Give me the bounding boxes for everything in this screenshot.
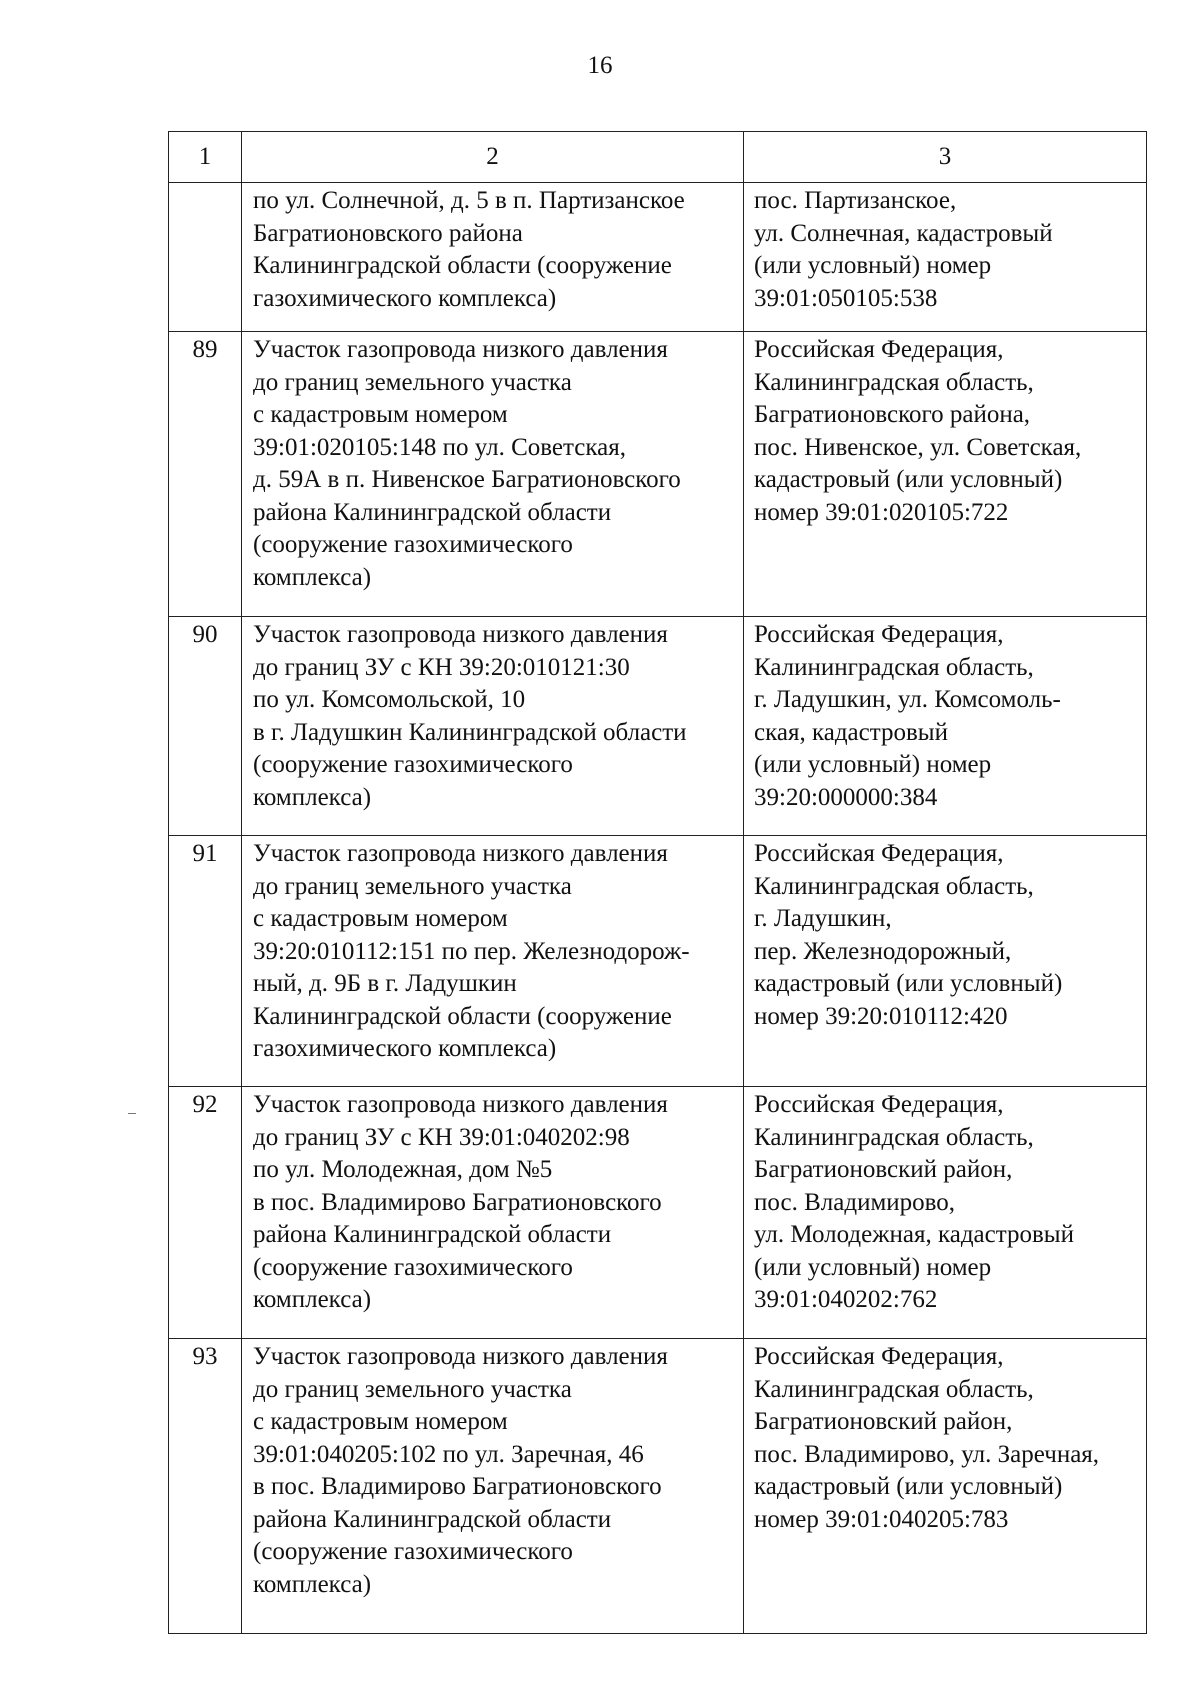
description-line: Участок газопровода низкого давления (253, 1091, 668, 1118)
address-line: Российская Федерация, (754, 1091, 1004, 1118)
address-line: Калининградская область, (754, 1123, 1034, 1151)
description-line: Участок газопровода низкого давления (253, 336, 668, 363)
description-line: Калининградской области (сооружение (253, 252, 672, 279)
description-line: по ул. Комсомольской, 10 (253, 686, 526, 713)
description-line: 39:20:010112:151 по пер. Железнодорож- (253, 937, 690, 965)
object-address (744, 1087, 1147, 1339)
description-line: Участок газопровода низкого давления (253, 621, 668, 648)
description-line: комплекса) (253, 1570, 372, 1598)
description-line: 39:01:040205:102 по ул. Заречная, 46 (253, 1440, 644, 1468)
description-line: (сооружение газохимического (253, 751, 573, 778)
address-line: пос. Владимирово, (754, 1188, 956, 1216)
object-description (242, 183, 744, 332)
description-line: в пос. Владимирово Багратионовского (253, 1188, 662, 1216)
row-number: 91 (169, 836, 242, 1087)
description-line: с кадастровым номером (253, 1408, 508, 1435)
description-line: комплекса) (253, 563, 372, 591)
object-description (242, 1087, 744, 1339)
object-address (744, 836, 1147, 1087)
address-line: ул. Молодежная, кадастровый (754, 1221, 1074, 1248)
registry-table (168, 131, 1147, 1634)
description-line: комплекса) (253, 783, 372, 811)
column-header-description: 2 (242, 132, 744, 183)
description-line: (сооружение газохимического (253, 531, 573, 558)
description-line: с кадастровым номером (253, 401, 508, 428)
address-line: 39:01:050105:538 (754, 284, 938, 312)
address-line: Российская Федерация, (754, 621, 1004, 648)
address-line: Российская Федерация, (754, 336, 1004, 363)
description-line: (сооружение газохимического (253, 1538, 573, 1565)
margin-mark (128, 1113, 136, 1114)
description-line: с кадастровым номером (253, 905, 508, 932)
address-line: Багратионовский район, (754, 1156, 1013, 1183)
address-line: г. Ладушкин, ул. Комсомоль- (754, 686, 1061, 713)
address-line: (или условный) номер (754, 252, 992, 279)
description-line: в пос. Владимирово Багратионовского (253, 1473, 662, 1500)
row-number: 90 (169, 617, 242, 836)
address-line: Багратионовского района, (754, 401, 1031, 428)
description-line: Участок газопровода низкого давления (253, 1343, 668, 1370)
address-line: Российская Федерация, (754, 1343, 1004, 1370)
object-address (744, 617, 1147, 836)
address-line: Российская Федерация, (754, 840, 1004, 867)
description-line: (сооружение газохимического (253, 1253, 573, 1281)
description-line: района Калининградской области (253, 1505, 612, 1533)
description-line: 39:01:020105:148 по ул. Советская, (253, 433, 626, 461)
description-line: газохимического комплекса) (253, 284, 557, 312)
object-description (242, 332, 744, 617)
table-header-row (169, 132, 1147, 183)
table-row (169, 1087, 1147, 1339)
address-line: Калининградская область, (754, 872, 1034, 900)
address-line: 39:20:000000:384 (754, 783, 938, 811)
address-line: Калининградская область, (754, 653, 1034, 681)
address-line: пос. Нивенское, ул. Советская, (754, 433, 1082, 461)
address-line: Калининградская область, (754, 368, 1034, 396)
description-line: Калининградской области (сооружение (253, 1002, 672, 1030)
table-row (169, 1339, 1147, 1634)
table-row (169, 836, 1147, 1087)
row-number: 89 (169, 332, 242, 617)
table-row (169, 183, 1147, 332)
object-description (242, 1339, 744, 1634)
address-line: пер. Железнодорожный, (754, 937, 1012, 965)
address-line: Калининградская область, (754, 1375, 1034, 1403)
object-address (744, 183, 1147, 332)
address-line: г. Ладушкин, (754, 905, 892, 932)
description-line: Участок газопровода низкого давления (253, 840, 668, 867)
row-number (169, 183, 242, 332)
column-header-address: 3 (744, 132, 1147, 183)
description-line: в г. Ладушкин Калининградской области (253, 718, 687, 746)
address-line: номер 39:01:040205:783 (754, 1505, 1009, 1533)
address-line: ская, кадастровый (754, 718, 948, 746)
description-line: района Калининградской области (253, 1221, 612, 1248)
row-number: 93 (169, 1339, 242, 1634)
address-line: (или условный) номер (754, 1253, 992, 1281)
table-row (169, 332, 1147, 617)
address-line: Багратионовский район, (754, 1408, 1013, 1435)
object-address (744, 332, 1147, 617)
description-line: комплекса) (253, 1286, 372, 1313)
description-line: газохимического комплекса) (253, 1035, 557, 1062)
address-line: номер 39:20:010112:420 (754, 1002, 1008, 1030)
object-description (242, 836, 744, 1087)
row-number: 92 (169, 1087, 242, 1339)
description-line: до границ ЗУ с КН 39:20:010121:30 (253, 653, 630, 681)
description-line: д. 59А в п. Нивенское Багратионовского (253, 466, 681, 493)
column-header-number: 1 (169, 132, 242, 183)
address-line: кадастровый (или условный) (754, 970, 1063, 997)
description-line: района Калининградской области (253, 498, 612, 526)
address-line: кадастровый (или условный) (754, 1473, 1063, 1500)
object-address (744, 1339, 1147, 1634)
page-number: 16 (587, 52, 613, 79)
description-line: Багратионовского района (253, 219, 523, 247)
address-line: пос. Партизанское, (754, 187, 957, 214)
address-line: ул. Солнечная, кадастровый (754, 219, 1053, 247)
object-description (242, 617, 744, 836)
address-line: 39:01:040202:762 (754, 1286, 938, 1313)
address-line: номер 39:01:020105:722 (754, 498, 1009, 526)
description-line: до границ земельного участка (253, 368, 572, 396)
address-line: пос. Владимирово, ул. Заречная, (754, 1440, 1100, 1468)
description-line: до границ земельного участка (253, 872, 572, 900)
description-line: до границ земельного участка (253, 1375, 572, 1403)
table-row (169, 617, 1147, 836)
description-line: до границ ЗУ с КН 39:01:040202:98 (253, 1123, 630, 1151)
description-line: по ул. Молодежная, дом №5 (253, 1156, 553, 1183)
description-line: по ул. Солнечной, д. 5 в п. Партизанское (253, 187, 685, 214)
address-line: кадастровый (или условный) (754, 466, 1063, 493)
address-line: (или условный) номер (754, 751, 992, 778)
description-line: ный, д. 9Б в г. Ладушкин (253, 970, 517, 997)
